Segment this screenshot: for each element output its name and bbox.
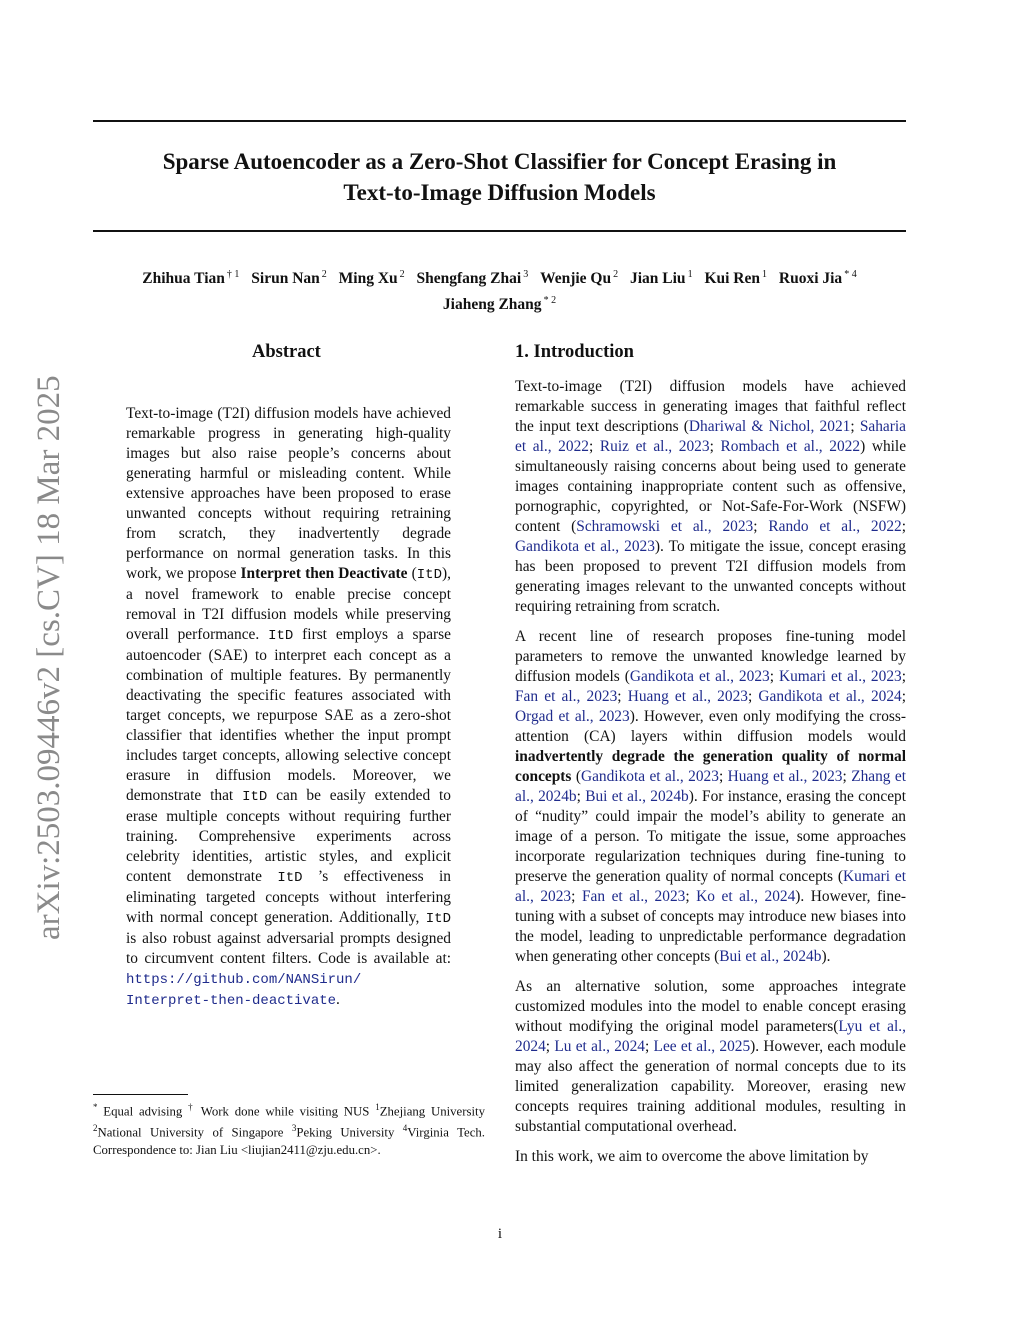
citation-link[interactable]: Gandikota et al., 2024	[758, 688, 902, 705]
citation-link[interactable]: Rando et al., 2022	[768, 518, 902, 535]
introduction-body	[515, 377, 906, 1177]
citation-link[interactable]: Zhang et al., 2024b	[515, 768, 907, 805]
author: Sirun Nan $^2$	[251, 269, 327, 288]
intro-paragraph-1: Text-to-image (T2I) diffusion models have achieved remarkable success in generating images that faithful reflect the input text descriptions (Dhariwal & Nichol, 2021; Saharia et al., 2022; Ruiz et al., 2023; Rombach et al., 2022) while simultaneously raising concerns about being used to generate images containing inappropriate content such as offensive, pornographic, copyrighted, or Not-Safe-For-Work (NSFW) content (Schramowski et al., 2023; Rando et al., 2022; Gandikota et al., 2023). To mitigate the issue, concept erasing has been proposed to prevent T2I diffusion models from generating images relevant to the unwanted concepts without requiring retraining from scratch.	[515, 378, 907, 615]
citation-link[interactable]: Bui et al., 2024b	[585, 788, 689, 805]
citation-link[interactable]: Gandikota et al., 2023	[515, 538, 655, 555]
intro-paragraph-2: A recent line of research proposes fine-tuning model parameters to remove the unwanted knowledge learned by diffusion models (Gandikota et al., 2023; Kumari et al., 2023; Fan et al., 2023; Huang et al., 2023; Gandikota et al., 2024; Orgad et al., 2023). However, even only modifying the cross-attention (CA) layers within diffusion models would inadvertently degrade the generation quality of normal concepts (Gandikota et al., 2023; Huang et al., 2023; Zhang et al., 2024b; Bui et al., 2024b). For instance, erasing the concept of “nudity” could impair the model’s ability to generate an image of a person. To mitigate the issue, some approaches incorporate regularization techniques during fine-tuning to preserve the generation quality of normal concepts (Kumari et al., 2023; Fan et al., 2023; Ko et al., 2024). However, fine-tuning with a subset of concepts may introduce new biases into the model, leading to unpredictable performance degradation when generating other concepts (Bui et al., 2024b).	[515, 628, 907, 965]
footnote-divider	[93, 1094, 188, 1095]
citation-link[interactable]: Saharia et al., 2022	[515, 418, 906, 455]
citation-link[interactable]: Fan et al., 2023	[581, 888, 686, 905]
intro-paragraph-3: As an alternative solution, some approaches integrate customized modules into the model to enable concept erasing without modifying the original model parameters(Lyu et al., 2024; Lu et al., 2024; Lee et al., 2025). However, each module may also affect the generation of normal concepts due to its limited generalization capability. Moreover, erasing new concepts requires training additional modules, resulting in substantial computational overhead.	[515, 978, 906, 1135]
citation-link[interactable]: Dhariwal & Nichol, 2021	[688, 418, 851, 435]
author: Jiaheng Zhang $^{* 2}$	[442, 295, 557, 314]
paper-title	[93, 146, 906, 208]
author: Shengfang Zhai $^3$	[416, 269, 529, 288]
author: Kui Ren $^1$	[704, 269, 767, 288]
citation-link[interactable]: Lyu et al., 2024	[515, 1018, 906, 1055]
citation-link[interactable]: Schramowski et al., 2023	[576, 518, 754, 535]
citation-link[interactable]: Ruiz et al., 2023	[599, 438, 710, 455]
citation-link[interactable]: Orgad et al., 2023	[515, 708, 630, 725]
citation-link[interactable]: Ko et al., 2024	[696, 888, 796, 905]
citation-link[interactable]: Lee et al., 2025	[653, 1038, 751, 1055]
author: Wenjie Qu $^2$	[540, 269, 619, 288]
author: Ming Xu $^2$	[338, 269, 405, 288]
abstract-heading: Abstract	[252, 342, 321, 362]
author: Zhihua Tian $^{\dagger 1}$	[142, 269, 240, 288]
introduction-heading: 1. Introduction	[515, 342, 634, 362]
page-number: i	[497, 1226, 503, 1242]
code-repository-link[interactable]: https://github.com/NANSirun/ Interpret-then-deactivate	[126, 972, 362, 1009]
citation-link[interactable]: Gandikota et al., 2023	[629, 668, 770, 685]
citation-link[interactable]: Kumari et al., 2023	[515, 868, 906, 905]
citation-link[interactable]: Fan et al., 2023	[515, 688, 618, 705]
citation-link[interactable]: Huang et al., 2023	[627, 688, 748, 705]
citation-link[interactable]: Bui et al., 2024b	[719, 948, 822, 965]
citation-link[interactable]: Rombach et al., 2022	[720, 438, 861, 455]
arxiv-identifier[interactable]: arXiv:2503.09446v2 [cs.CV] 18 Mar 2025	[31, 375, 67, 940]
intro-paragraph-4: In this work, we aim to overcome the above limitation by	[515, 1148, 869, 1165]
title-top-rule	[93, 120, 906, 122]
title-bottom-rule	[93, 230, 906, 232]
author-list	[93, 264, 906, 316]
author: Ruoxi Jia $^{* 4}$	[778, 269, 857, 288]
citation-link[interactable]: Huang et al., 2023	[727, 768, 843, 785]
citation-link[interactable]: Gandikota et al., 2023	[580, 768, 719, 785]
citation-link[interactable]: Lu et al., 2024	[554, 1038, 645, 1055]
affiliations-footnote: * Equal advising † Work done while visiting NUS $^1$Zhejiang University $^2$National University of Singapore $^3$Peking University $^4$Virginia Tech. Correspondence to: Jian Liu <liujian2411@zju.edu.cn>.	[93, 1102, 485, 1157]
citation-link[interactable]: Kumari et al., 2023	[779, 668, 902, 685]
title-line-1: Sparse Autoencoder as a Zero-Shot Classifier for Concept Erasing in	[162, 149, 837, 174]
title-line-2: Text-to-Image Diffusion Models	[343, 180, 656, 205]
abstract-body: Text-to-image (T2I) diffusion models have achieved remarkable progress in generating high-quality images but also raise people’s concerns about generating harmful or misleading content. While extensive approaches have been proposed to erase unwanted concepts without requiring retraining from scratch, they inadvertently degrade performance on normal generation tasks. In this work, we propose Interpret then Deactivate (ItD), a novel framework to enable precise concept removal in T2I diffusion models while preserving overall performance. ItD first employs a sparse autoencoder (SAE) to interpret each concept as a combination of multiple features. By permanently deactivating the specific features associated with target concepts, we repurpose SAE as a zero-shot classifier that identifies whether the input prompt includes target concepts, allowing selective concept erasure in diffusion models. Moreover, we demonstrate that ItD can be easily extended to erase multiple concepts without requiring further training. Comprehensive experiments across celebrity identities, artistic styles, and explicit content demonstrate ItD ’s effectiveness in eliminating targeted concepts without interfering with normal concept generation. Additionally, ItD is also robust against adversarial prompts designed to circumvent content filters. Code is available at: https://github.com/NANSirun/ Interpret-then-deactivate.	[126, 405, 451, 1009]
author: Jian Liu $^1$	[629, 269, 693, 288]
